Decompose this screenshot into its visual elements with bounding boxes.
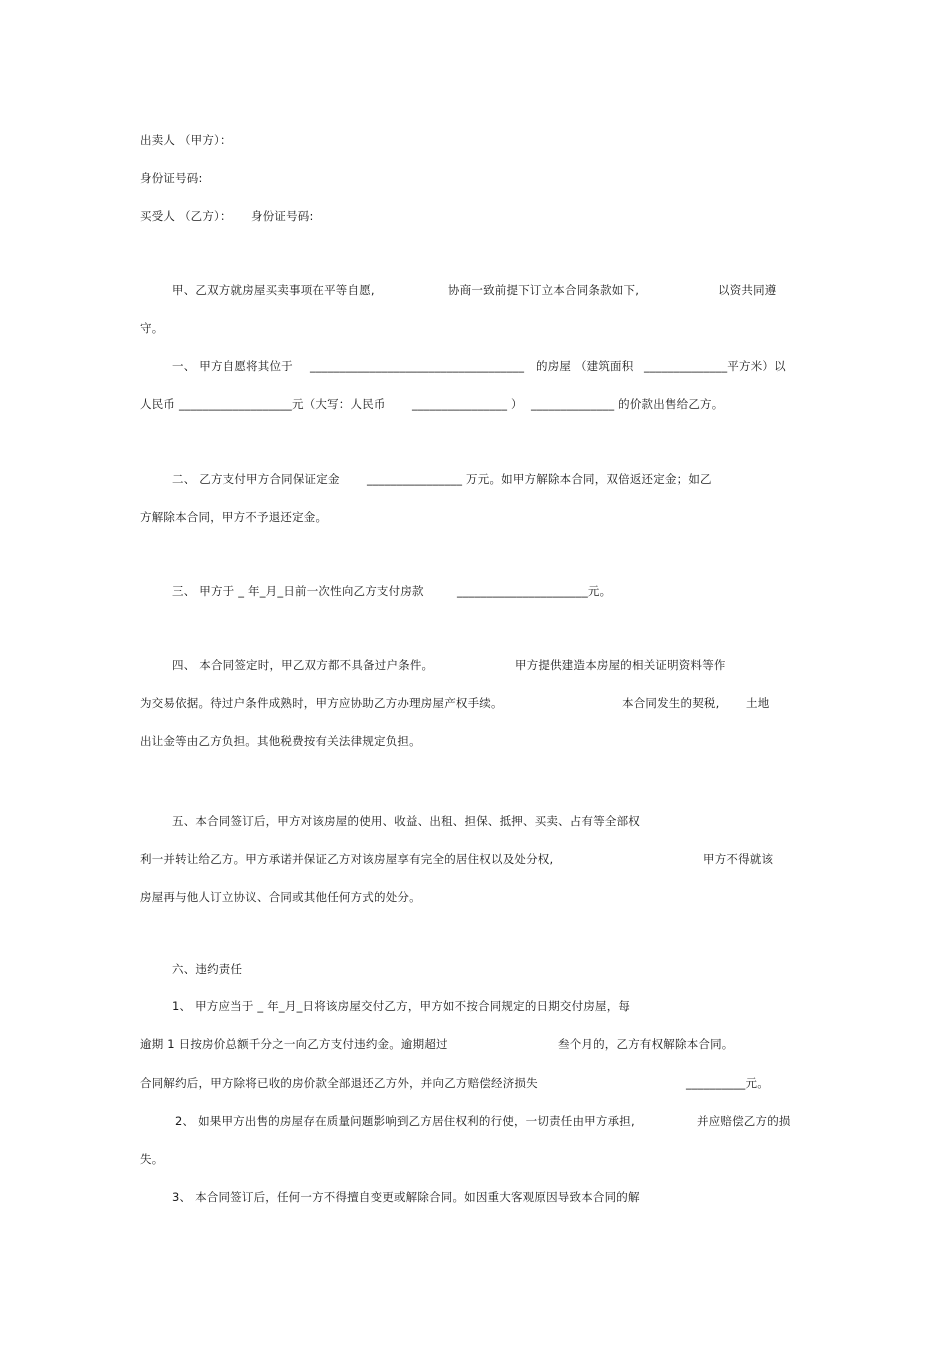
seller-id-label: 身份证号码:	[140, 171, 203, 185]
clause6-item1-line3-b: __________元。	[686, 1076, 769, 1090]
seller-label: 出卖人 （甲方）：	[140, 133, 232, 147]
clause1-text-b: 的房屋 （建筑面积	[536, 359, 634, 373]
clause3-text-b: ______________________元。	[457, 584, 612, 598]
clause6-title: 六、违约责任	[172, 962, 243, 976]
clause4-text-d: 本合同发生的契税,	[622, 696, 720, 710]
clause4-text-end: 出让金等由乙方负担。其他税费按有关法律规定负担。	[140, 734, 421, 748]
preamble-text-b: 协商一致前提下订立本合同条款如下,	[448, 283, 640, 297]
clause5-text-b: 利一并转让给乙方。甲方承诺并保证乙方对该房屋享有完全的居住权以及处分权,	[140, 852, 554, 866]
preamble-text-a: 甲、乙双方就房屋买卖事项在平等自愿,	[172, 283, 375, 297]
clause6-item1-line3-a: 合同解约后，甲方除将已收的房价款全部退还乙方外，并向乙方赔偿经济损失	[140, 1076, 538, 1090]
clause6-item1-line2-b: 叁个月的，乙方有权解除本合同。	[558, 1037, 734, 1051]
buyer-label: 买受人 （乙方）：	[140, 209, 232, 223]
clause1-text-a: 一、 甲方自愿将其位于	[172, 359, 293, 373]
clause5-text-c: 甲方不得就该	[703, 852, 774, 866]
clause4-text-c: 为交易依据。待过户条件成熟时，甲方应协助乙方办理房屋产权手续。	[140, 696, 503, 710]
clause6-item2-line2: 失。	[140, 1152, 164, 1166]
clause2-text-b: ________________ 万元。如甲方解除本合同，双倍返还定金；如乙	[367, 472, 712, 486]
clause1-location-blank: ____________________________________	[310, 359, 525, 373]
clause5-text-a: 五、本合同签订后，甲方对该房屋的使用、收益、出租、担保、抵押、买卖、占有等全部权	[172, 814, 640, 828]
clause5-text-end: 房屋再与他人订立协议、合同或其他任何方式的处分。	[140, 890, 421, 904]
clause1-price-end: ______________ 的价款出售给乙方。	[531, 397, 724, 411]
clause4-text-e: 土地	[746, 696, 770, 710]
clause6-item2-line1-a: 2、 如果甲方出售的房屋存在质量问题影响到乙方居住权利的行使，一切责任由甲方承担,	[175, 1114, 635, 1128]
clause1-price-text: 人民币 ___________________元（大写：人民币	[140, 397, 386, 411]
preamble-text-c: 以资共同遵	[718, 283, 777, 297]
clause2-text-a: 二、 乙方支付甲方合同保证定金	[172, 472, 340, 486]
clause3-text-a: 三、 甲方于 _ 年_月_日前一次性向乙方支付房款	[172, 584, 424, 598]
clause6-item3-line1: 3、 本合同签订后，任何一方不得擅自变更或解除合同。如因重大客观原因导致本合同的解	[172, 1190, 640, 1204]
buyer-id-label: 身份证号码:	[251, 209, 314, 223]
clause6-item1-line2-a: 逾期 1 日按房价总额千分之一向乙方支付违约金。逾期超过	[140, 1037, 448, 1051]
clause6-item1-line1: 1、 甲方应当于 _ 年_月_日将该房屋交付乙方，甲方如不按合同规定的日期交付房屋，每	[172, 999, 631, 1013]
preamble-text-end: 守。	[140, 321, 164, 335]
clause2-text-end: 方解除本合同，甲方不予退还定金。	[140, 510, 328, 524]
clause1-text-c: ______________平方米）以	[644, 359, 786, 373]
clause4-text-a: 四、 本合同签定时，甲乙双方都不具备过户条件。	[172, 658, 434, 672]
clause4-text-b: 甲方提供建造本房屋的相关证明资料等作	[515, 658, 726, 672]
clause1-price-words-blank: ________________ ）	[412, 397, 523, 411]
clause6-item2-line1-b: 并应赔偿乙方的损	[697, 1114, 791, 1128]
